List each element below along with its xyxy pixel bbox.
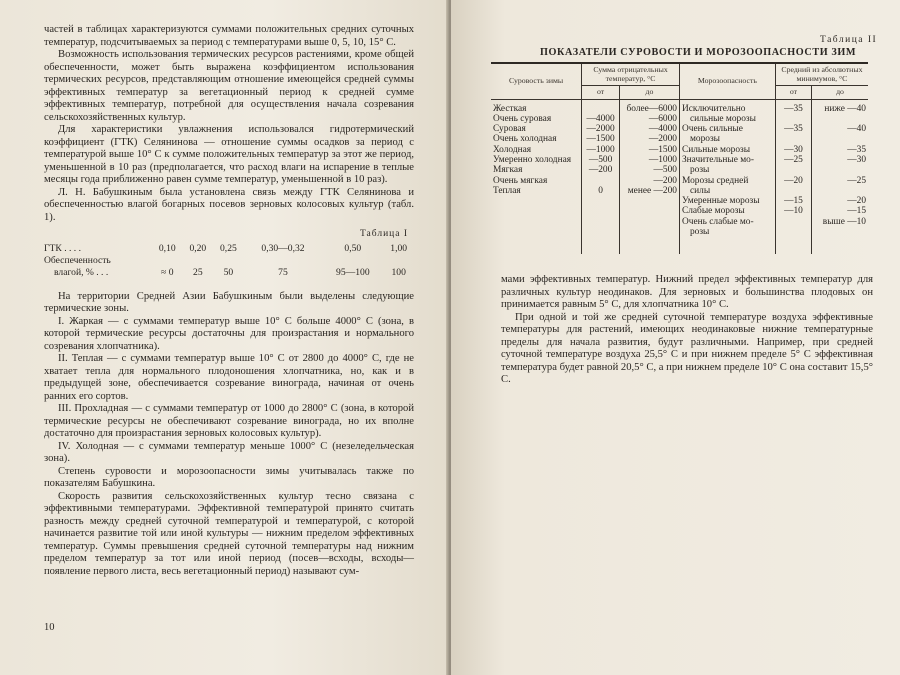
table-cell: ГТК . . . . xyxy=(44,242,81,254)
table-cell: —35 xyxy=(847,144,866,155)
table-cell: розы xyxy=(689,227,710,238)
table-cell: —500 xyxy=(588,154,613,165)
table2-caption: Таблица II xyxy=(820,35,878,45)
table-cell: ≈ 0 xyxy=(161,266,174,278)
table1-caption: Таблица I xyxy=(359,229,408,239)
table-cell: розы xyxy=(689,165,710,176)
paragraph: При одной и той же средней суточной температуре воздуха эффективные температуры для растений, имеющих неодинаковые нижние температурные пределы для начала развития, будут различными. Например, при средней суточной температуре воздуха 25,5° С и при нижнем пределе 5° С эффективная температура будет равной 20,5° С, а при нижнем пределе 10° С она составит 15,5° С. xyxy=(501,311,873,385)
table-cell: 25 xyxy=(193,266,203,278)
table-cell: ниже —40 xyxy=(824,103,866,114)
table-cell: —40 xyxy=(847,124,866,135)
frost-column xyxy=(679,99,775,254)
right-page-text xyxy=(501,274,873,387)
table-cell: Суровая xyxy=(493,124,526,135)
table1 xyxy=(44,243,414,279)
table-cell: морозы xyxy=(689,134,720,145)
table-cell: 95—100 xyxy=(336,266,370,278)
paragraph: I. Жаркая — с суммами температур выше 10° С больше 4000° С (зона, в которой термические ресурсы достаточны для произрастания и нормального созревания хлопчатника). xyxy=(44,315,414,352)
table-cell: сильные морозы xyxy=(689,113,756,124)
table-cell: —35 xyxy=(784,124,803,135)
table-header-row xyxy=(491,63,868,86)
table-cell: Значительные мо- xyxy=(681,154,754,165)
table-cell: 0,30—0,32 xyxy=(261,242,305,254)
table-cell: —1500 xyxy=(648,144,677,155)
table-cell: —35 xyxy=(784,103,803,114)
table-cell: —1500 xyxy=(586,134,615,145)
paragraph: Л. Н. Бабушкиным была установлена связь между ГТК Селянинова и обеспеченностью влагой богарных посевов зерновых колосовых культур (табл. 1). xyxy=(44,186,414,223)
table-cell: —1000 xyxy=(648,154,677,165)
table-cell: Обеспеченность xyxy=(44,254,111,266)
table-cell: Очень слабые мо- xyxy=(681,216,754,227)
table-cell: 0,25 xyxy=(220,242,237,254)
paragraph: На территории Средней Азии Бабушкиным были выделены следующие термические зоны. xyxy=(44,290,414,314)
column-header: от xyxy=(775,86,811,100)
column-header: Сумма отрицательных температур, °С xyxy=(582,63,680,86)
table-cell: 1,00 xyxy=(390,242,408,254)
table-cell: —25 xyxy=(784,154,803,165)
paragraph: Возможность использования термических ресурсов растениями, кроме общей обеспеченности, может быть выражена коэффициентом использования термических ресурсов, представляющим отношение имеющейся средней суммы эффективных температур за вегетационный период к средней сумме эффективных температур, потребной для осуществления начала созревания сельскохозяйственных культур. xyxy=(44,49,414,123)
table-cell: —2000 xyxy=(648,134,677,145)
table-cell: —20 xyxy=(784,175,803,186)
table-cell: —20 xyxy=(847,196,866,207)
paragraph: Степень суровости и морозоопасности зимы учитывалась также по показателям Бабушкина. xyxy=(44,465,414,489)
table-cell: —6000 xyxy=(648,113,677,124)
column-header: до xyxy=(812,86,869,100)
table-cell: —30 xyxy=(784,144,803,155)
table-cell: 0 xyxy=(598,185,603,196)
paragraph: частей в таблицах характеризуются суммами положительных средних суточных температур, подсчитываемых за период с температурами выше 0, 5, 10, 15° С. xyxy=(44,24,414,48)
sum-from-column xyxy=(582,99,620,254)
min-to-column xyxy=(812,99,869,254)
table-body xyxy=(491,99,868,254)
table-cell: 75 xyxy=(278,266,288,278)
table-cell: силы xyxy=(689,185,711,196)
table-cell: 0,20 xyxy=(189,242,207,254)
table-cell: —200 xyxy=(588,165,613,176)
table-cell: Умеренно холодная xyxy=(493,154,572,165)
table-row xyxy=(44,267,414,279)
severity-column xyxy=(491,99,582,254)
table-cell: —4000 xyxy=(586,113,615,124)
table-cell: Очень суровая xyxy=(493,113,552,124)
table-cell: Очень холодная xyxy=(493,134,557,145)
table-cell: Очень сильные xyxy=(681,124,743,135)
page-number: 10 xyxy=(44,622,55,633)
table-cell: 0,10 xyxy=(158,242,176,254)
table-row xyxy=(44,255,414,267)
table-cell: —1000 xyxy=(586,144,615,155)
table-cell: Морозы средней xyxy=(681,175,749,186)
table-cell: Слабые морозы xyxy=(681,206,745,217)
left-page xyxy=(0,0,449,675)
table-cell: Исключительно xyxy=(681,103,746,114)
table2 xyxy=(491,62,868,254)
paragraph: III. Прохладная — с суммами температур от 1000 до 2800° С (зона, в которой термические ресурсы не обеспечивают созревание винограда, но их вполне достаточно для произрастания зерновых колосовых культур). xyxy=(44,403,414,439)
column-header: Суровость зимы xyxy=(491,63,582,99)
table-cell: —25 xyxy=(847,175,866,186)
table-cell: Теплая xyxy=(493,185,521,196)
paragraph: II. Теплая — с суммами температур выше 10° С от 2800 до 4000° С, где не хватает тепла для нормального плодоношения хлопчатника, но, как и в предыдущей зоне, обеспечивается созревание винограда, начиная от очень ранних его сортов. xyxy=(44,353,414,402)
table-cell: —30 xyxy=(847,154,866,165)
table-cell: Сильные морозы xyxy=(681,144,751,155)
table-cell: менее —200 xyxy=(627,185,677,196)
left-page-text xyxy=(44,24,414,578)
table-cell: выше —10 xyxy=(822,216,866,227)
paragraph: Для характеристики увлажнения использовался гидротермический коэффициент (ГТК) Селянинова — отношение суммы осадков за период с температурой выше 10° С к сумме положительных температур за этот же период, уменьшенной в 10 раз (предполагается, что расход влаги на испарение в теплые месяцы года приближенно равен сумме температур, уменьшенной в 10 раз). xyxy=(44,124,414,185)
column-header: Средний из абсолютных минимумов, °С xyxy=(775,63,868,86)
column-header: от xyxy=(582,86,620,100)
sum-to-column xyxy=(620,99,680,254)
table-cell: —10 xyxy=(784,206,803,217)
table-cell: Жесткая xyxy=(493,103,527,114)
table-cell: —500 xyxy=(653,165,677,176)
table-cell: —15 xyxy=(784,196,803,207)
table-cell: Очень мягкая xyxy=(493,175,548,186)
column-header: до xyxy=(620,86,680,100)
column-header: Морозоопасность xyxy=(679,63,775,99)
paragraph: мами эффективных температур. Нижний предел эффективных температур для различных культур неодинаков. Для зерновых и большинства плодовых он принимается равным 5° С, для хлопчатника 10° С. xyxy=(501,274,873,310)
table-cell: —200 xyxy=(653,175,677,186)
table-cell: Умеренные морозы xyxy=(681,196,760,207)
table-cell: влагой, % . . . xyxy=(54,266,109,278)
table-cell: 100 xyxy=(391,266,406,278)
table-cell: —4000 xyxy=(648,124,677,135)
table-cell: —15 xyxy=(847,206,866,217)
table-cell: —2000 xyxy=(586,124,615,135)
paragraph: Скорость развития сельскохозяйственных культур тесно связана с эффективными температурами. Эффективной температурой принято считать разность между средней суточной температурой и температурой, с которой начинается развитие той или иной культуры — нижним пределом эффективных температур. Суммы превышения средней суточной температуры над нижним пределом температур за тот или иной период (посев—всходы, всходы—появление первого листа, весь вегетационный период) называют сум- xyxy=(44,490,414,577)
paragraph: IV. Холодная — с суммами температур меньше 1000° С (незеледельческая зона). xyxy=(44,440,414,464)
table-cell: 0,50 xyxy=(344,242,362,254)
table-cell: Холодная xyxy=(493,144,532,155)
table-cell: Мягкая xyxy=(493,165,523,176)
table2-title: ПОКАЗАТЕЛИ СУРОВОСТИ И МОРОЗООПАСНОСТИ ЗИМ xyxy=(540,47,857,58)
table-cell: 50 xyxy=(223,266,234,278)
min-from-column xyxy=(775,99,811,254)
table-row xyxy=(44,243,414,255)
table-cell: более—6000 xyxy=(626,103,677,114)
